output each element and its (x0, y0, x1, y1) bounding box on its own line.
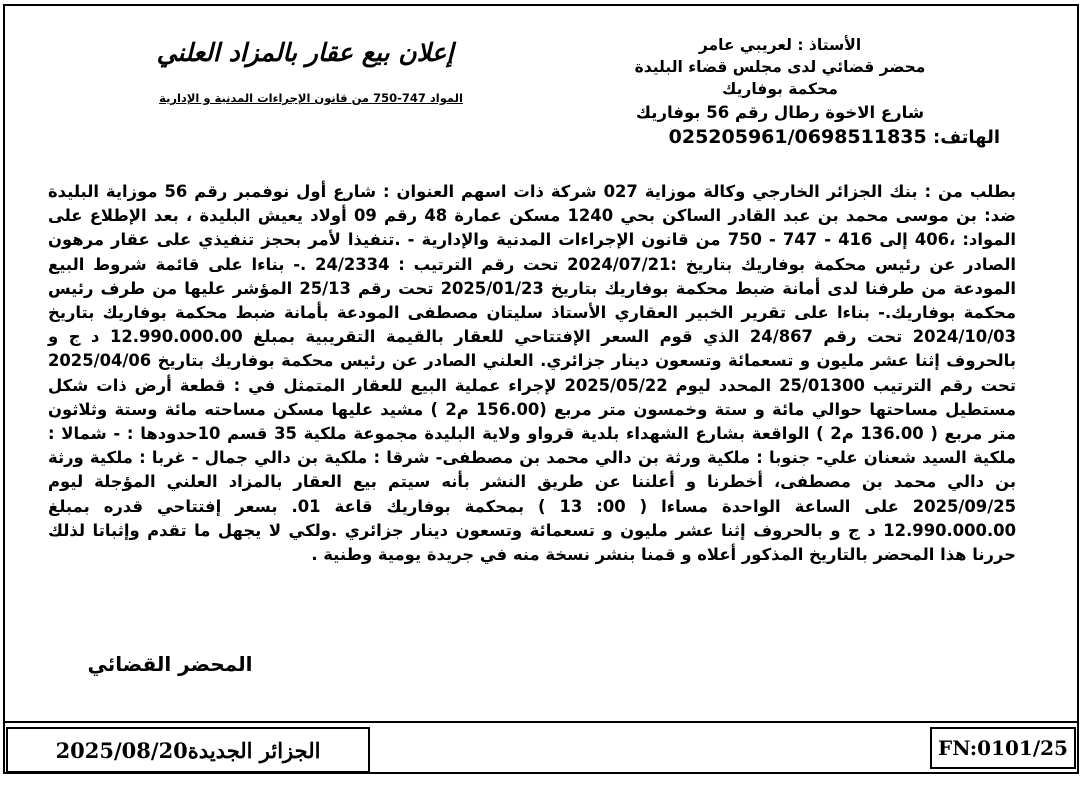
signature: المحضر القضائي (87, 652, 253, 676)
file-number-box (930, 727, 1076, 769)
bailiff-phone-line (600, 126, 1000, 149)
ad-subtitle: المواد 747-750 من قانون الإجراءات المدنية و الإدارية (159, 91, 463, 105)
publication-date: 2025/08/20 (55, 737, 188, 763)
newspaper-name: الجزائر الجديدة (187, 737, 321, 763)
newspaper-date-box (6, 727, 370, 773)
ad-title: إعلان بيع عقار بالمزاد العلني (156, 38, 454, 67)
phone-label: الهاتف: (933, 127, 1000, 148)
bailiff-role: محضر قضائي لدى مجلس قضاء البليدة (634, 58, 926, 76)
phone-number: 025205961/0698511835 (668, 126, 927, 148)
file-number: FN:0101/25 (938, 736, 1068, 760)
ad-body-text: بطلب من : بنك الجزائر الخارجي وكالة موزاية 027 شركة ذات اسهم العنوان : شارع أول نوفمبر رقم 56 موزاية البليدة ضد: بن موسى محمد بن عبد القادر الساكن بحي 1240 مسكن عمارة 48 رقم 09 أولاد يعيش البليدة ، بعد الإطلاع على المواد: ،406 إلى 416 - 747 - 750 من قانون الإجراءات المدنية والإدارية - .تنفيذا لأمر بحجز تنفيذي على عقار مرهون الصادر عن رئيس محكمة بوفاريك بتاريخ :2024/07/21 تحت رقم الترتيب : 24/2334 .- بناءا على قائمة شروط البيع المودعة من طرفنا لدى أمانة ضبط محكمة بوفاريك بتاريخ 2025/01/23 تحت رقم 25/13 المؤشر عليها من طرف رئيس محكمة بوفاريك.- بناءا على تقرير الخبير العقاري الأستاذ سليتان مصطفى المودعة بأمانة ضبط محكمة بوفاريك بتاريخ 2024/10/03 تحت رقم 24/867 الذي قوم السعر الإفتتاحي للعقار بالقيمة التقريبية بمبلغ 12.990.000.00 د ج و بالحروف إثنا عشر مليون و تسعمائة وتسعون دينار جزائري. العلني الصادر عن رئيس محكمة بوفاريك بتاريخ 2025/04/06 تحت رقم الترتيب 25/01300 المحدد ليوم 2025/05/22 لإجراء عملية البيع للعقار المتمثل في : قطعة أرض ذات شكل مستطيل مساحتها حوالي مائة و ستة وخمسون متر مربع (156.00 م2 ) مشيد عليها مسكن مساحته مائة وستة وثلاثون متر مربع ( 136.00 م2 ) الواقعة بشارع الشهداء بلدية قرواو ولاية البليدة مجموعة ملكية 35 قسم 10حدودها : - شمالا : ملكية السيد شعنان علي- جنوبا : ملكية ورثة بن دالي محمد بن مصطفى- شرقا : ملكية بن دالي جمال - غربا : ملكية ورثة بن دالي محمد بن مصطفى، أخطرنا و أعلننا عن طريق النشر بأنه سيتم بيع العقار بالمزاد العلني المؤجلة ليوم 2025/09/25 على الساعة الواحدة مساءا ( 00: 13 ) بمحكمة بوفاريك قاعة 01. بسعر إفتتاحي قدره بمبلغ 12.990.000.00 د ج و بالحروف إثنا عشر مليون و تسعمائة وتسعون دينار جزائري .ولكي لا يجهل ما تقدم وإثباتا لذلك حررنا هذا المحضر بالتاريخ المذكور أعلاه و قمنا بنشر نسخة منه في جريدة يومية وطنية . (48, 182, 1017, 565)
footer-divider (3, 721, 1079, 723)
bailiff-name: الأستاذ : لعريبي عامر (698, 36, 862, 54)
bailiff-header (600, 34, 1000, 149)
bailiff-address: شارع الاخوة رطال رقم 56 بوفاريك (635, 103, 925, 122)
bailiff-court: محكمة بوفاريك (722, 80, 838, 98)
